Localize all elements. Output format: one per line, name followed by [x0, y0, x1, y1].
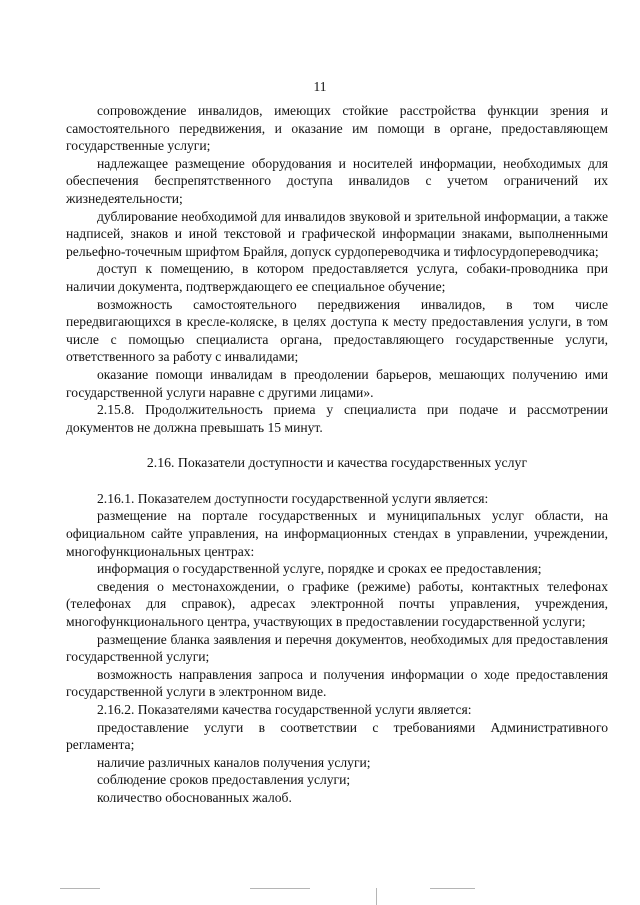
scan-artifact-line [430, 888, 475, 889]
paragraph: оказание помощи инвалидам в преодолении барьеров, мешающих получению ими государственной услуги наравне с другими лицами». [66, 366, 608, 400]
paragraph: 2.15.8. Продолжительность приема у специалиста при подаче и рассмотрении документов не должна превышать 15 минут. [66, 402, 608, 435]
paragraph: дублирование необходимой для инвалидов звуковой и зрительной информации, а также надписей, знаков и иной текстовой и графической информации знаками, выполненными рельефно-точечным шрифтом Брайля, допуск сурдопереводчика и тифлосурдопереводчика; [66, 208, 608, 259]
paragraph: размещение на портале государственных и муниципальных услуг области, на официальном сайте управления, на информационных стендах в управлении, учреждении, многофункциональных центрах: [66, 508, 608, 559]
paragraph: возможность направления запроса и получения информации о ходе предоставления государственной услуги в электронном виде. [66, 666, 608, 700]
paragraph: сопровождение инвалидов, имеющих стойкие расстройства функции зрения и самостоятельного передвижения, и оказание им помощи в органе, предоставляющем государственные услуги; [66, 103, 608, 154]
paragraph: количество обоснованных жалоб. [97, 789, 292, 805]
paragraph: предоставление услуги в соответствии с требованиями Административного регламента; [66, 719, 608, 753]
paragraph: размещение бланка заявления и перечня документов, необходимых для предоставления государственной услуги; [66, 631, 608, 665]
section-heading: 2.16. Показатели доступности и качества государственных услуг [146, 455, 528, 471]
paragraph: сведения о местонахождении, о графике (режиме) работы, контактных телефонах (телефонах для справок), адресах электронной почты управления, учреждения, многофункционального центра, участвующих в предоставлении государственной услуги; [66, 578, 608, 630]
paragraph: возможность самостоятельного передвижения инвалидов, в том числе передвигающихся в кресле-коляске, в целях доступа к месту предоставления услуги, в том числе с помощью специалиста органа, предоставляющего государственные услуги, ответственного за работу с инвалидами; [66, 296, 608, 365]
scan-artifact-line [376, 888, 377, 905]
paragraph-block-accessibility-measures [66, 102, 608, 436]
scan-artifact-line [60, 888, 100, 889]
paragraph: надлежащее размещение оборудования и носителей информации, необходимых для обеспечения беспрепятственного доступа инвалидов с учетом ограничений их жизнедеятельности; [66, 155, 608, 206]
paragraph: наличие различных каналов получения услуги; [97, 754, 371, 770]
document-body [66, 102, 608, 807]
paragraph: 2.16.2. Показателями качества государственной услуги является: [97, 702, 472, 717]
scan-artifact-line [250, 888, 310, 889]
page-number: 11 [313, 79, 327, 94]
paragraph: соблюдение сроков предоставления услуги; [97, 772, 351, 788]
paragraph: информация о государственной услуге, порядке и сроках ее предоставления; [97, 561, 542, 577]
paragraph: 2.16.1. Показателем доступности государственной услуги является: [97, 490, 489, 506]
paragraph-block-service-indicators [66, 490, 608, 807]
paragraph: доступ к помещению, в котором предоставляется услуга, собаки-проводника при наличии документа, подтверждающего ее специальное обучение; [66, 261, 608, 294]
